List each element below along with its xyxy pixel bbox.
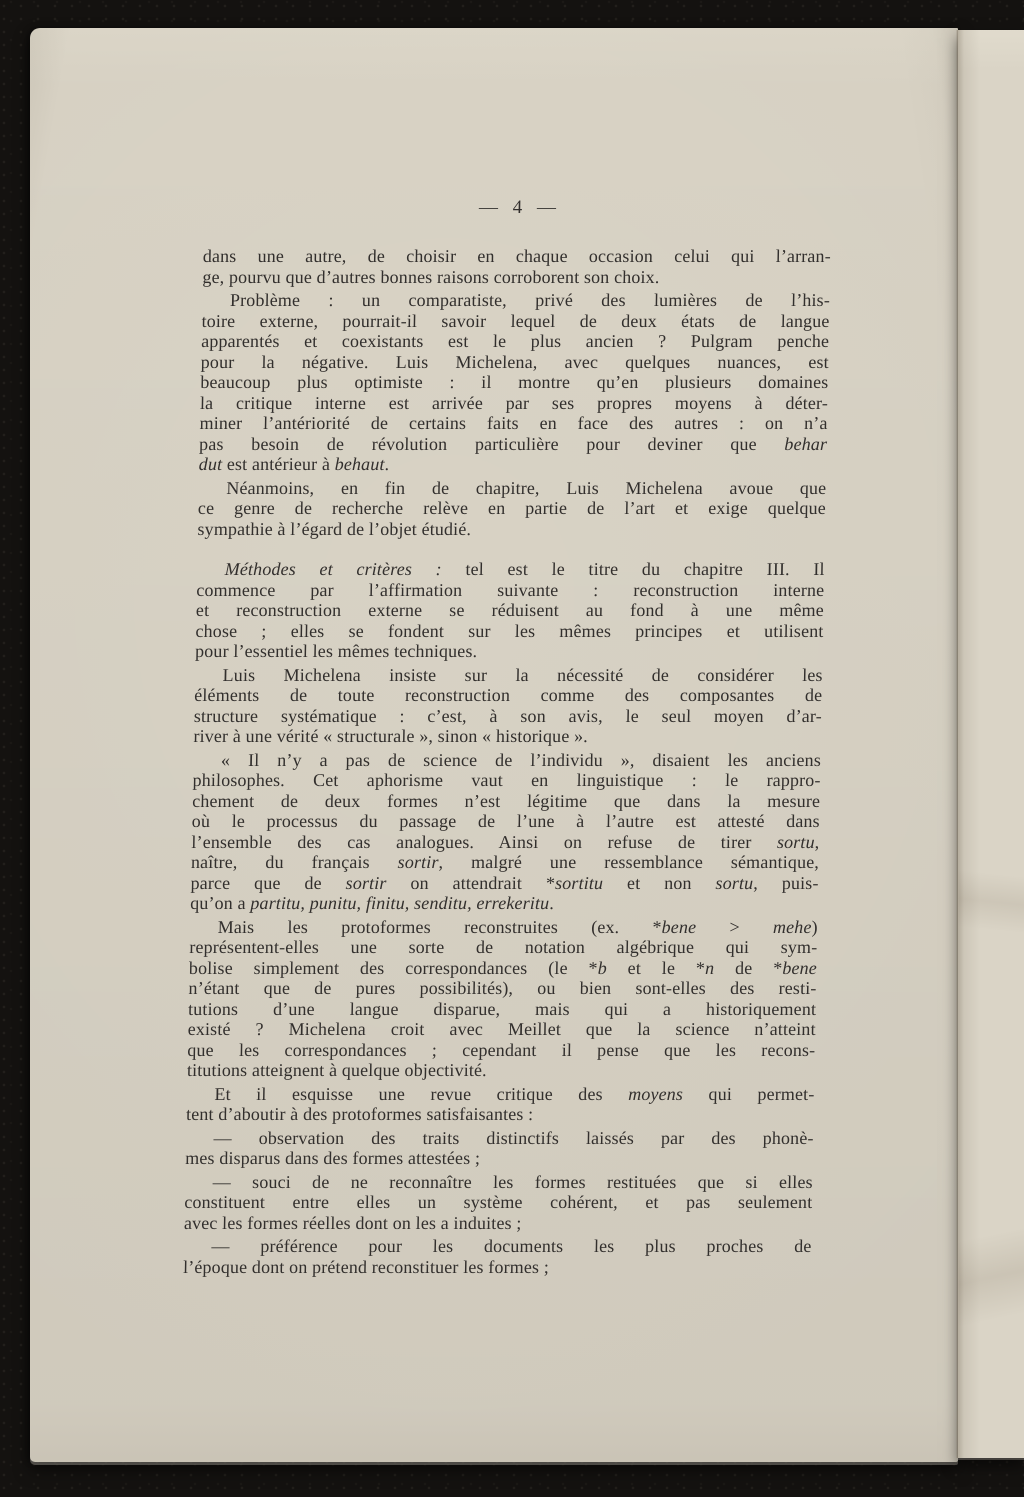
page-fold-crease (956, 30, 959, 1458)
paragraph (183, 1236, 812, 1277)
text-line: l’ensemble des cas analogues. Ainsi on refuse de tirer sortu, (191, 831, 820, 852)
text-line: et reconstruction externe se réduisent au fond à une même (195, 600, 825, 620)
paragraph (190, 750, 821, 914)
text-line: pas besoin de révolution particulière pour deviner que behar (198, 433, 828, 454)
text-line: dans une autre, de choisir en chaque occasion celui qui l’arran- (202, 246, 832, 266)
text-line: — souci de ne reconnaître les formes restituées que si elles (212, 1171, 813, 1192)
text-line: ge, pourvu que d’autres bonnes raisons corroborent son choix. (202, 266, 660, 287)
text-line: Méthodes et critères : tel est le titre du chapitre III. Il (224, 559, 825, 579)
text-line: pour la négative. Luis Michelena, avec quelques nuances, est (200, 351, 829, 372)
text-line: chose ; elles se fondent sur les mêmes principes et utilisent (195, 620, 824, 641)
text-line: river à une vérité « structurale », sinon « historique ». (193, 726, 589, 746)
text-line: — préférence pour les documents les plus proches de (211, 1236, 812, 1256)
text-line: tutions d’une langue disparue, mais qui a historiquement (187, 998, 817, 1019)
paragraph (193, 665, 823, 747)
text-line: la critique interne est arrivée par ses propres moyens à déter- (199, 392, 829, 413)
text-line: naître, du français sortir, malgré une ressemblance sémantique, (190, 852, 820, 872)
text-line: constituent entre elles un système cohérent, et pas seulement (184, 1192, 813, 1212)
adjacent-page-edge (958, 30, 1024, 1458)
paragraph (195, 559, 825, 662)
text-line: Mais les protoformes reconstruites (ex. *bene > mehe) (217, 916, 818, 937)
text-line: commence par l’affirmation suivante : reconstruction interne (196, 579, 825, 600)
text-line: Problème : un comparatiste, privé des lumières de l’his- (229, 290, 831, 310)
book-page (30, 28, 958, 1462)
text-line: représentent-elles une sorte de notation algébrique qui sym- (189, 937, 818, 957)
text-line: apparentés et coexistants est le plus ancien ? Pulgram penche (200, 331, 830, 351)
paragraph (184, 1172, 813, 1234)
text-line: beaucoup plus optimiste : il montre qu’en plusieurs domaines (200, 372, 829, 392)
text-line: — observation des traits distinctifs laissés par des phonè- (213, 1127, 814, 1148)
paragraph (197, 478, 826, 540)
text-line: ce genre de recherche relève en partie de l’art et exige quelque (197, 498, 827, 518)
text-line: Néanmoins, en fin de chapitre, Luis Michelena avoue que (226, 477, 827, 498)
text-line: toire externe, pourrait-il savoir lequel de deux états de langue (201, 310, 830, 331)
text-line: n’étant que de pures possibilités), ou bien sont-elles des resti- (188, 978, 817, 998)
paragraph (185, 1128, 814, 1169)
text-line: titutions atteignent à quelque objectivité. (186, 1060, 488, 1080)
text-line: dut est antérieur à behaut. (198, 454, 390, 474)
text-line: parce que de sortir on attendrait *sortitu et non sortu, puis- (190, 872, 819, 893)
text-line: Luis Michelena insiste sur la nécessité de considérer les (222, 664, 823, 685)
text-line: que les correspondances ; cependant il pense que les recons- (187, 1039, 816, 1060)
paragraph (202, 246, 831, 287)
paragraph (186, 1084, 815, 1125)
body-text (183, 246, 831, 1277)
text-line: miner l’antériorité de certains faits en face des autres : on n’a (199, 413, 828, 433)
page-number: — 4 — (478, 197, 557, 218)
text-line: structure systématique : c’est, à son avis, le seul moyen d’ar- (193, 705, 823, 726)
text-line: philosophes. Cet aphorisme vaut en linguistique : le rappro- (192, 770, 821, 790)
paragraph (187, 917, 818, 1081)
text-line: bolise simplement des correspondances (le *b et le *n de *bene (188, 957, 818, 978)
text-line: l’époque dont on prétend reconstituer les formes ; (182, 1256, 550, 1277)
text-line: pour l’essentiel les mêmes techniques. (194, 641, 478, 661)
text-line: mes disparus dans des formes attestées ; (185, 1148, 481, 1168)
text-line: existé ? Michelena croit avec Meillet que la science n’atteint (187, 1019, 816, 1039)
text-line: éléments de toute reconstruction comme des composantes de (194, 685, 823, 705)
text-line: où le processus du passage de l’une à l’autre est attesté dans (191, 811, 820, 831)
text-line: « Il n’y a pas de science de l’individu », disaient les anciens (220, 749, 822, 770)
text-line: chement de deux formes n’est légitime que dans la mesure (192, 790, 821, 811)
text-column (183, 197, 832, 1277)
text-line: avec les formes réelles dont on les a induites ; (183, 1212, 522, 1233)
text-line: qu’on a partitu, punitu, finitu, senditu, errekeritu. (190, 893, 555, 913)
paragraph (199, 290, 831, 475)
text-line: sympathie à l’égard de l’objet étudié. (197, 518, 472, 539)
text-line: Et il esquisse une revue critique des moyens qui permet- (214, 1083, 815, 1104)
text-line: tent d’aboutir à des protoformes satisfaisantes : (185, 1104, 534, 1124)
